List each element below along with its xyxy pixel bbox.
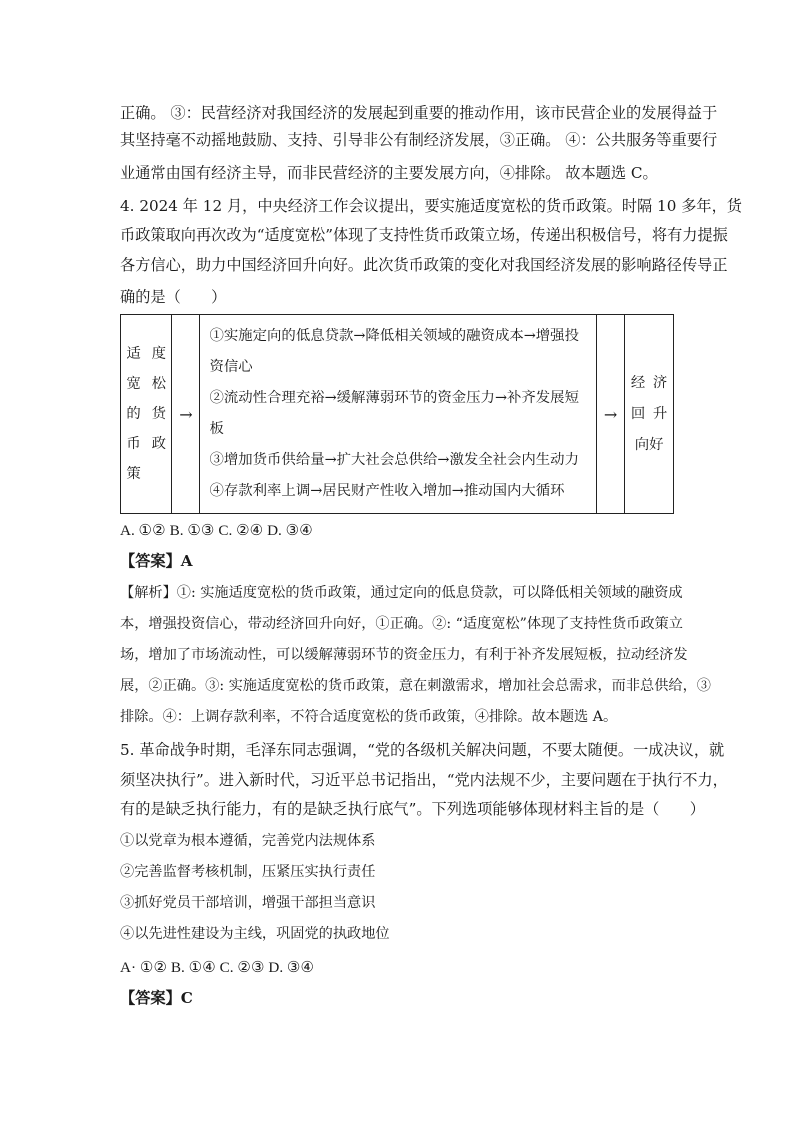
path-row: 板 — [209, 421, 224, 437]
question-4-line: 币政策取向再次改为“适度宽松”体现了支持性货币政策立场，传递出积极信号，将有力提振 — [120, 226, 728, 244]
result-cell — [625, 315, 674, 514]
policy-cell — [121, 315, 172, 514]
question-5-option: ③抓好党员干部培训，增强干部担当意识 — [120, 895, 376, 911]
question-4-answer: 【答案】A — [120, 552, 193, 570]
question-4-options: A. ①② B. ①③ C. ②④ D. ③④ — [120, 522, 313, 539]
question-5-option: ④以先进性建设为主线，巩固党的执政地位 — [120, 926, 390, 942]
result-label: 经 济 回 升 向好 — [630, 375, 668, 453]
path-row: 资信心 — [209, 359, 253, 375]
path-row: ③增加货币供给量→扩大社会总供给→激发全社会内生动力 — [209, 452, 579, 468]
question-4-line: 各方信心，助力中国经济回升向好。此次货币政策的变化对我国经济发展的影响路径传导正 — [120, 256, 728, 274]
text-line: 其坚持毫不动摇地鼓励、支持、引导非公有制经济发展，③正确。 ④：公共服务等重要行 — [120, 131, 718, 149]
path-row: ②流动性合理充裕→缓解薄弱环节的资金压力→补齐发展短 — [209, 390, 579, 406]
text-line: 正确。 ③：民营经济对我国经济的发展起到重要的推动作用，该市民营企业的发展得益于 — [120, 104, 718, 122]
arrow-cell: → — [597, 315, 625, 514]
question-5-options: A· ①② B. ①④ C. ②③ D. ③④ — [120, 959, 315, 976]
transmission-path-table — [120, 314, 674, 514]
question-5-answer: 【答案】C — [120, 989, 193, 1007]
question-4-line: 确的是（ ） — [120, 288, 227, 306]
text-line: 业通常由国有经济主导，而非民营经济的主要发展方向，④排除。 故本题选 C。 — [120, 164, 658, 182]
policy-label: 适 度 宽 松 的 货 币 政 策 — [126, 346, 166, 482]
path-row: ①实施定向的低息贷款→降低相关领域的融资成本→增强投 — [209, 328, 579, 344]
explanation-line: 场，增加了市场流动性，可以缓解薄弱环节的资金压力，有利于补齐发展短板，拉动经济发 — [120, 647, 688, 663]
question-5-option: ①以党章为根本遵循，完善党内法规体系 — [120, 833, 376, 849]
paths-cell — [200, 315, 597, 514]
path-row: ④存款利率上调→居民财产性收入增加→推动国内大循环 — [209, 483, 565, 499]
question-5-line: 须坚决执行”。进入新时代，习近平总书记指出，“党内法规不少，主要问题在于执行不力， — [120, 771, 728, 789]
explanation-line: 排除。④：上调存款利率，不符合适度宽松的货币政策，④排除。故本题选 A。 — [120, 709, 618, 725]
question-5-option: ②完善监督考核机制，压紧压实执行责任 — [120, 864, 376, 880]
question-5-line: 5. 革命战争时期，毛泽东同志强调，“党的各级机关解决问题，不要太随便。一成决议，就 — [120, 741, 725, 759]
explanation-line: 本，增强投资信心，带动经济回升向好，①正确。②: “适度宽松”体现了支持性货币政策立 — [120, 616, 683, 632]
question-5-line: 有的是缺乏执行能力，有的是缺乏执行底气”。下列选项能够体现材料主旨的是（ ） — [120, 800, 705, 818]
question-4-line: 4. 2024 年 12 月，中央经济工作会议提出，要实施适度宽松的货币政策。时隔 10 多年，货 — [120, 197, 742, 215]
explanation-line: 【解析】①: 实施适度宽松的货币政策，通过定向的低息贷款，可以降低相关领域的融资成 — [120, 585, 683, 601]
explanation-line: 展，②正确。③: 实施适度宽松的货币政策，意在刺激需求，增加社会总需求，而非总供给，③ — [120, 678, 711, 694]
arrow-cell: → — [172, 315, 200, 514]
